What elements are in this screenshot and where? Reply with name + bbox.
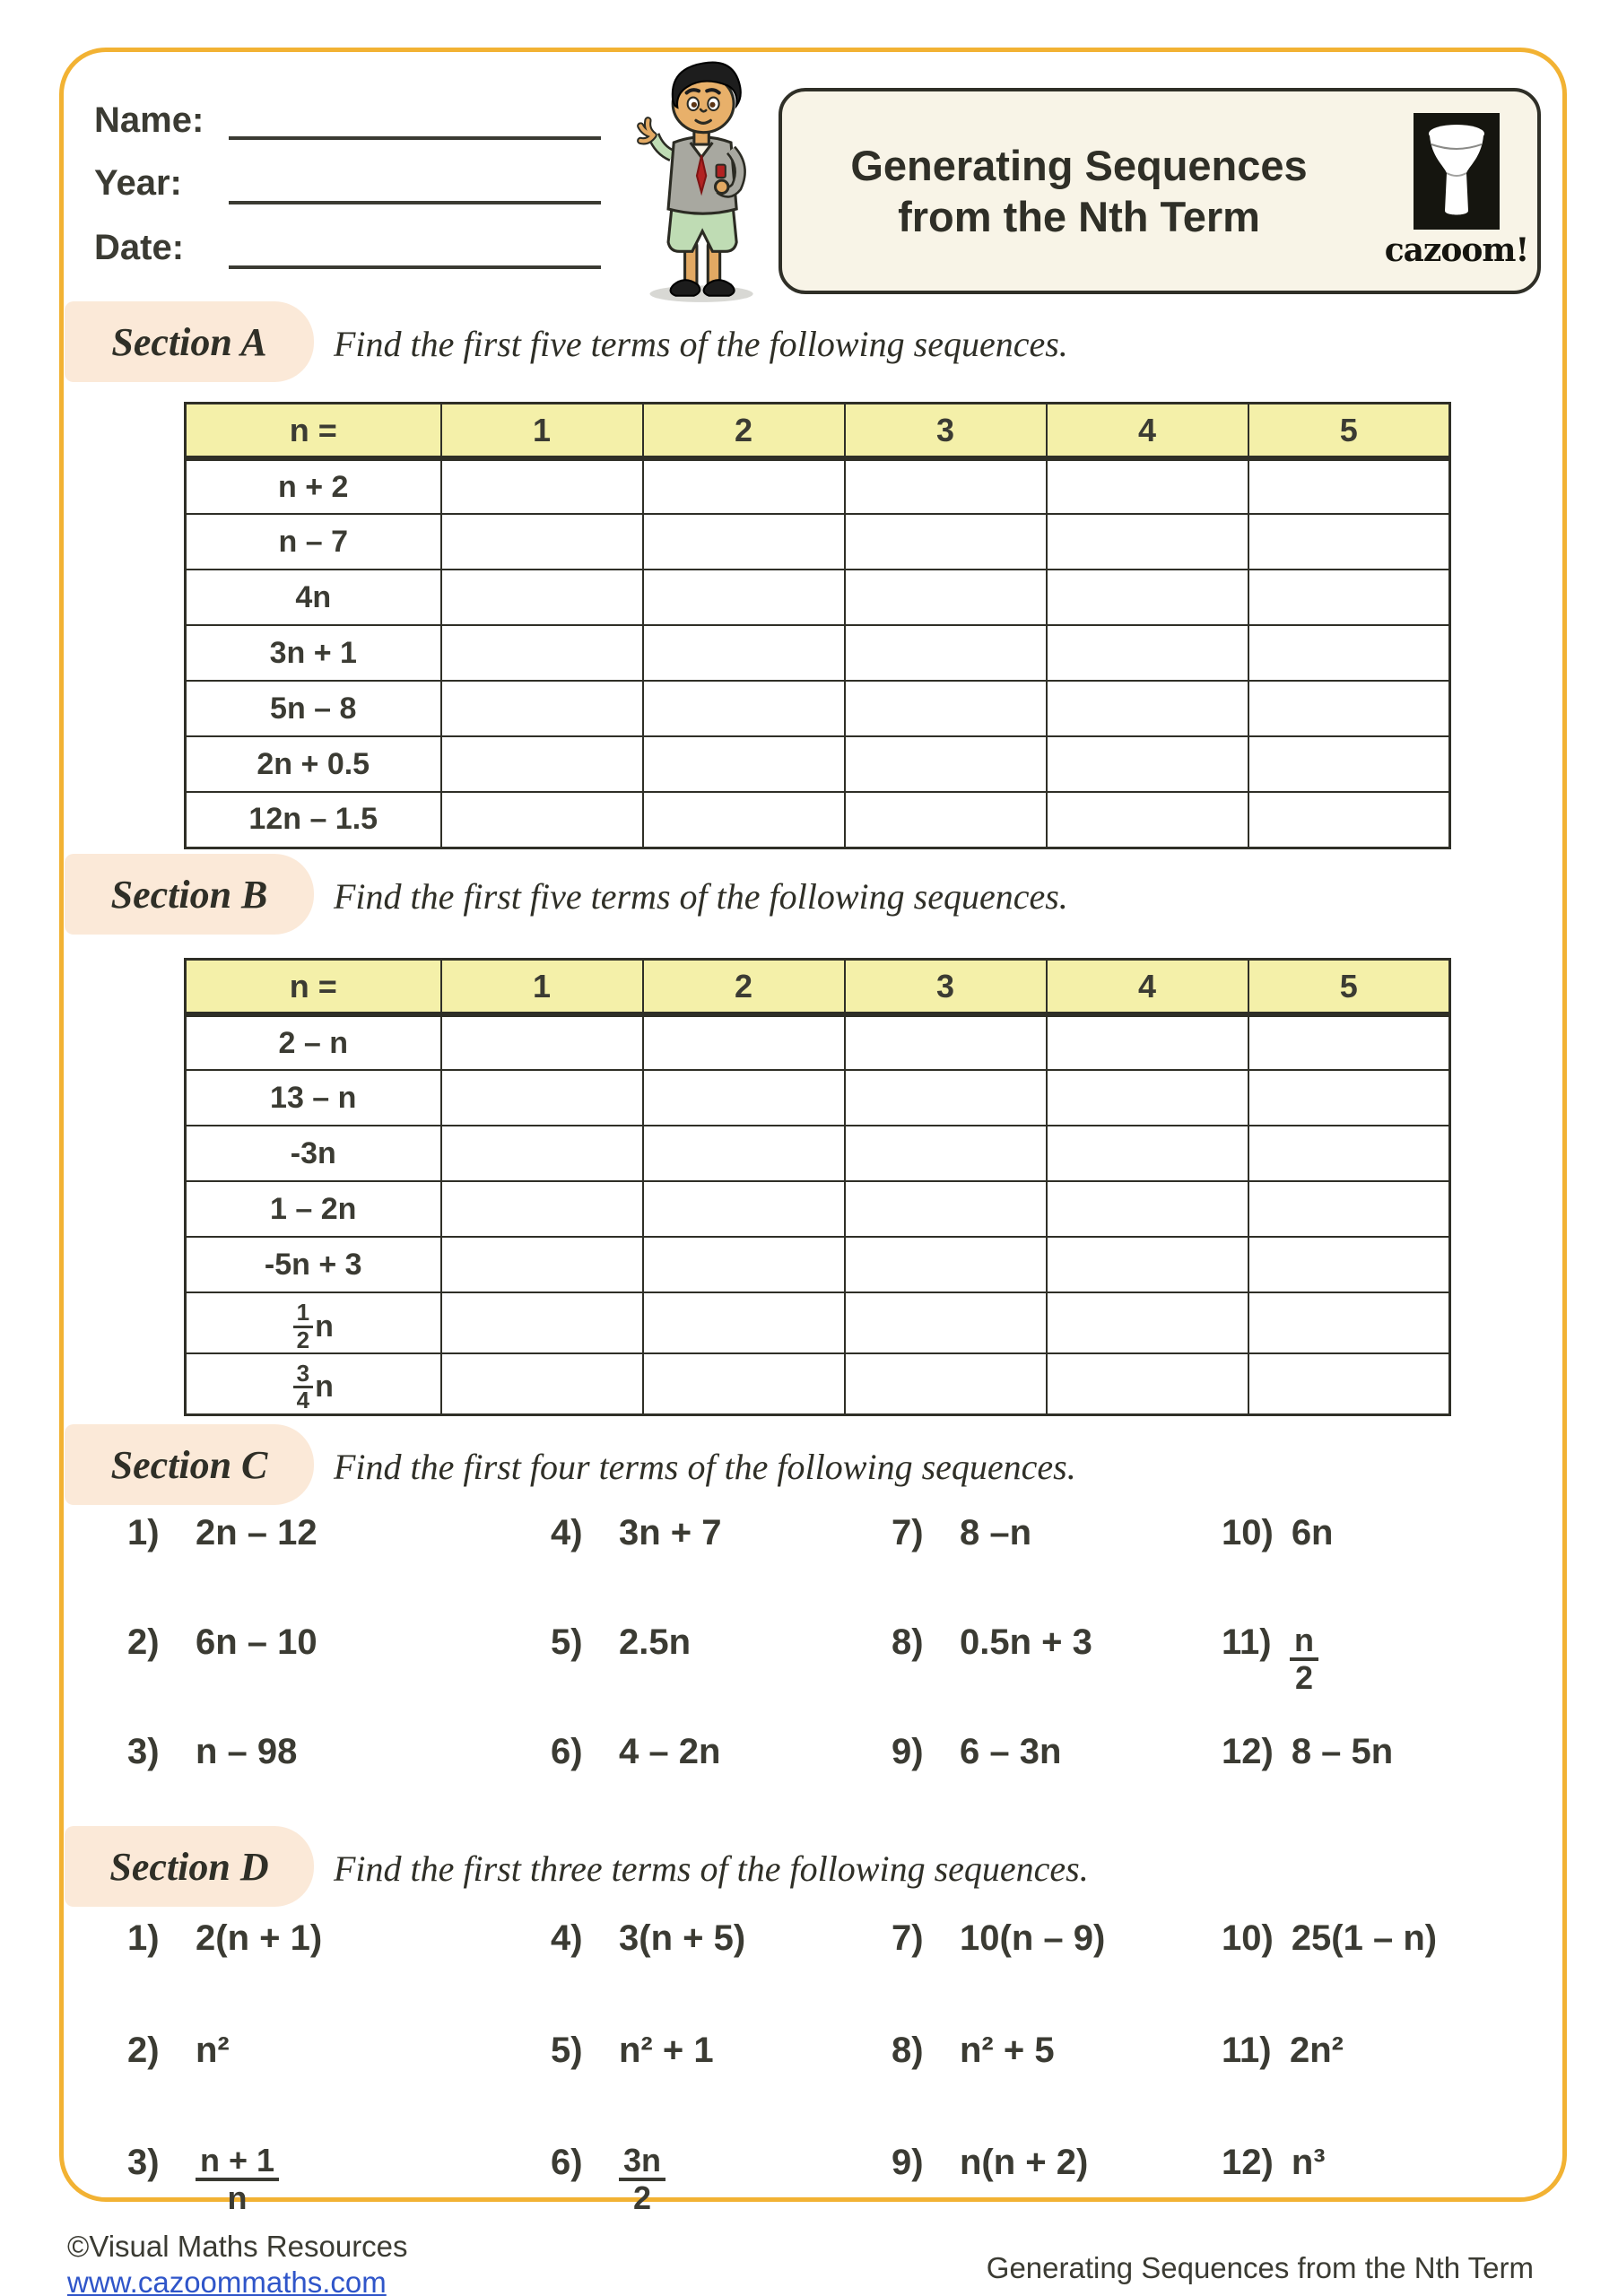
answer-cell: [441, 736, 643, 792]
nth-term-expression: n(n + 2): [960, 2143, 1089, 2182]
problem-item: [127, 2031, 551, 2144]
year-line: [229, 201, 601, 204]
website-link[interactable]: www.cazoommaths.com: [67, 2266, 387, 2296]
row-header-cell: [186, 1126, 441, 1181]
fraction: $\frac{3n}{2}$: [619, 2144, 665, 2215]
nth-term-expression: 2(n + 1): [196, 1918, 323, 1958]
answer-cell: [1248, 736, 1450, 792]
answer-cell: [845, 458, 1047, 514]
table-header-row: [186, 960, 1450, 1015]
answer-cell: [643, 792, 845, 848]
problem-item: [127, 1514, 551, 1623]
answer-cell: [643, 570, 845, 625]
row-header-cell: [186, 1292, 441, 1353]
section-a-instruction: Find the first five terms of the following sequences.: [334, 324, 1068, 364]
problem-number: 11): [1222, 2031, 1272, 2070]
table-row: [186, 458, 1450, 514]
answer-cell: [643, 1181, 845, 1237]
column-header: 3: [845, 404, 1047, 459]
problem-number: 4): [551, 1513, 583, 1552]
fraction-suffix: n: [315, 1370, 334, 1405]
answer-cell: [643, 514, 845, 570]
cazoom-drum-icon: [1414, 113, 1500, 230]
nth-term-expression: n³: [1291, 2143, 1326, 2182]
fraction: $\frac{n + 1}{n}$: [196, 2144, 279, 2215]
problem-number: 12): [1222, 1732, 1274, 1771]
column-header: 1: [441, 960, 643, 1015]
table-row: [186, 570, 1450, 625]
nth-term-expression: 1 – 2n: [270, 1191, 357, 1226]
answer-cell: [845, 570, 1047, 625]
column-header: 4: [1047, 960, 1248, 1015]
problem-item: [892, 1919, 1222, 2031]
answer-cell: [1248, 570, 1450, 625]
table-row: [186, 1014, 1450, 1070]
table-row: [186, 1070, 1450, 1126]
worksheet-title: [782, 140, 1376, 243]
section-d-pill: [65, 1826, 314, 1907]
answer-cell: [441, 514, 643, 570]
answer-cell: [441, 792, 643, 848]
row-header-cell: [186, 1014, 441, 1070]
table-row: [186, 1292, 1450, 1353]
nth-term-expression: n² + 5: [960, 2031, 1055, 2070]
nth-term-expression: 2n – 12: [196, 1513, 318, 1552]
row-header-cell: [186, 625, 441, 681]
problem-item: [1222, 2144, 1500, 2256]
fraction-suffix: n: [315, 1309, 334, 1344]
answer-cell: [1248, 1181, 1450, 1237]
column-header: 4: [1047, 404, 1248, 459]
fraction: $\frac{n}{2}$: [1290, 1623, 1318, 1695]
answer-cell: [1248, 1292, 1450, 1353]
answer-cell: [1047, 1014, 1248, 1070]
answer-cell: [1047, 1237, 1248, 1292]
nth-term-expression: -3n: [290, 1135, 336, 1170]
section-d-instruction: Find the first three terms of the following sequences.: [334, 1848, 1089, 1889]
answer-cell: [1248, 1014, 1450, 1070]
problem-number: 3): [127, 2143, 160, 2182]
answer-cell: [441, 1126, 643, 1181]
nth-term-expression: 12n – 1.5: [248, 802, 378, 837]
problem-item: [892, 1623, 1222, 1733]
table-row: [186, 1353, 1450, 1414]
nth-term-expression: 2n + 0.5: [257, 746, 370, 781]
section-b-label: Section B: [110, 872, 268, 917]
problem-number: 1): [127, 1918, 160, 1958]
problem-item: [892, 1514, 1222, 1623]
nth-term-expression: [1290, 1623, 1318, 1695]
row-header-cell: [186, 792, 441, 848]
nth-term-expression: 8 –n: [960, 1513, 1032, 1552]
answer-cell: [845, 1181, 1047, 1237]
problem-number: 5): [551, 1622, 583, 1662]
answer-cell: [845, 1353, 1047, 1414]
worksheet-title-box: [779, 88, 1541, 294]
problem-item: [551, 2031, 892, 2144]
column-header: 5: [1248, 404, 1450, 459]
problem-number: 2): [127, 1622, 160, 1662]
answer-cell: [1047, 458, 1248, 514]
nth-term-expression: 13 – n: [270, 1080, 357, 1115]
nth-term-expression: 3(n + 5): [619, 1918, 746, 1958]
problem-number: 2): [127, 2031, 160, 2070]
answer-cell: [441, 458, 643, 514]
problem-item: [892, 2144, 1222, 2256]
answer-cell: [1047, 625, 1248, 681]
answer-cell: [643, 1237, 845, 1292]
problem-number: 9): [892, 2143, 924, 2182]
student-character-illustration: [617, 47, 780, 305]
answer-cell: [1248, 1237, 1450, 1292]
answer-cell: [1047, 514, 1248, 570]
row-header-cell: [186, 681, 441, 736]
column-header: 2: [643, 404, 845, 459]
row-header-cell: [186, 1353, 441, 1414]
section-c-label: Section C: [110, 1442, 268, 1487]
footer-doc-title: Generating Sequences from the Nth Term: [986, 2251, 1534, 2284]
table-row: [186, 625, 1450, 681]
answer-cell: [1047, 1292, 1248, 1353]
nth-term-expression: 4n: [295, 579, 332, 614]
table-row: [186, 736, 1450, 792]
problem-item: [551, 1919, 892, 2031]
answer-cell: [441, 1181, 643, 1237]
problem-number: 7): [892, 1513, 924, 1552]
nth-term-expression: 8 – 5n: [1291, 1732, 1394, 1771]
nth-term-expression: [196, 2144, 279, 2215]
answer-cell: [441, 1070, 643, 1126]
answer-cell: [1248, 625, 1450, 681]
nth-term-expression: 2n²: [1290, 2031, 1344, 2070]
answer-cell: [643, 1353, 845, 1414]
nth-term-expression: 6n: [1291, 1513, 1334, 1552]
problem-item: [1222, 1623, 1500, 1733]
answer-cell: [643, 1292, 845, 1353]
answer-cell: [845, 625, 1047, 681]
answer-cell: [1047, 570, 1248, 625]
row-header-cell: [186, 570, 441, 625]
column-header: 5: [1248, 960, 1450, 1015]
answer-cell: [643, 1070, 845, 1126]
name-label: Name:: [94, 100, 204, 140]
problem-number: 11): [1222, 1622, 1272, 1662]
nth-term-expression: n – 98: [196, 1732, 298, 1771]
answer-cell: [643, 736, 845, 792]
nth-term-expression: 25(1 – n): [1291, 1918, 1438, 1958]
answer-cell: [1248, 681, 1450, 736]
problem-number: 6): [551, 2143, 583, 2182]
problem-number: 12): [1222, 2143, 1274, 2182]
problem-item: [127, 1919, 551, 2031]
problem-number: 1): [127, 1513, 160, 1552]
section-b-pill: [65, 854, 314, 935]
section-c-problems: [127, 1514, 1500, 1842]
table-row: [186, 1126, 1450, 1181]
fraction: $\frac{3}{4}$: [293, 1361, 313, 1413]
table-row: [186, 792, 1450, 848]
answer-cell: [845, 1014, 1047, 1070]
answer-cell: [643, 625, 845, 681]
nth-term-expression: n² + 1: [619, 2031, 714, 2070]
answer-cell: [1248, 792, 1450, 848]
problem-number: 8): [892, 1622, 924, 1662]
nth-term-expression: 0.5n + 3: [960, 1622, 1092, 1662]
section-d-problems: [127, 1919, 1500, 2256]
answer-cell: [441, 570, 643, 625]
problem-item: [127, 1623, 551, 1733]
answer-cell: [643, 458, 845, 514]
nth-term-expression: [293, 1300, 334, 1352]
answer-cell: [1248, 1353, 1450, 1414]
nth-term-expression: 10(n – 9): [960, 1918, 1106, 1958]
section-d-label: Section D: [109, 1844, 269, 1889]
section-c-pill: [65, 1424, 314, 1505]
table-row: [186, 514, 1450, 570]
section-a-label: Section A: [111, 319, 267, 364]
nth-term-expression: -5n + 3: [264, 1247, 362, 1282]
answer-cell: [1047, 792, 1248, 848]
name-line: [229, 136, 601, 140]
answer-cell: [845, 681, 1047, 736]
answer-cell: [845, 1070, 1047, 1126]
problem-item: [1222, 1919, 1500, 2031]
nth-term-expression: 2 – n: [278, 1025, 348, 1060]
answer-cell: [845, 736, 1047, 792]
cazoom-logo: [1376, 113, 1537, 269]
answer-cell: [1047, 1126, 1248, 1181]
nth-term-expression: [619, 2144, 665, 2215]
section-c-instruction: Find the first four terms of the following sequences.: [334, 1447, 1076, 1487]
answer-cell: [1047, 1181, 1248, 1237]
problem-number: 3): [127, 1732, 160, 1771]
nth-term-expression: 3n + 7: [619, 1513, 722, 1552]
nth-term-expression: 2.5n: [619, 1622, 692, 1662]
problem-item: [1222, 1514, 1500, 1623]
date-label: Date:: [94, 228, 185, 267]
problem-number: 10): [1222, 1513, 1274, 1552]
year-label: Year:: [94, 163, 182, 203]
section-b-instruction: Find the first five terms of the following sequences.: [334, 876, 1068, 917]
answer-cell: [441, 625, 643, 681]
section-a-pill: [65, 301, 314, 382]
answer-cell: [1047, 736, 1248, 792]
worksheet-title-line2: from the Nth Term: [898, 193, 1260, 240]
row-header-cell: [186, 514, 441, 570]
answer-cell: [441, 1292, 643, 1353]
answer-cell: [1248, 458, 1450, 514]
answer-cell: [441, 1237, 643, 1292]
nth-term-expression: n²: [196, 2031, 230, 2070]
answer-cell: [1248, 1070, 1450, 1126]
problem-item: [1222, 2031, 1500, 2144]
date-line: [229, 265, 601, 269]
answer-cell: [643, 1014, 845, 1070]
problem-number: 4): [551, 1918, 583, 1958]
row-header-cell: [186, 736, 441, 792]
answer-cell: [1248, 1126, 1450, 1181]
answer-cell: [643, 681, 845, 736]
section-b-table: [184, 958, 1451, 1416]
column-header: 3: [845, 960, 1047, 1015]
problem-number: 7): [892, 1918, 924, 1958]
problem-item: [892, 1733, 1222, 1842]
answer-cell: [441, 681, 643, 736]
problem-number: 9): [892, 1732, 924, 1771]
answer-cell: [441, 1014, 643, 1070]
problem-item: [551, 1623, 892, 1733]
nth-term-expression: 6 – 3n: [960, 1732, 1062, 1771]
column-header: n =: [186, 960, 441, 1015]
problem-item: [892, 2031, 1222, 2144]
answer-cell: [845, 1237, 1047, 1292]
table-row: [186, 681, 1450, 736]
table-header-row: [186, 404, 1450, 459]
answer-cell: [845, 1292, 1047, 1353]
answer-cell: [1047, 1070, 1248, 1126]
table-row: [186, 1237, 1450, 1292]
nth-term-expression: 4 – 2n: [619, 1732, 721, 1771]
row-header-cell: [186, 458, 441, 514]
problem-item: [551, 2144, 892, 2256]
answer-cell: [845, 1126, 1047, 1181]
section-a-table: [184, 402, 1451, 849]
problem-number: 8): [892, 2031, 924, 2070]
problem-number: 6): [551, 1732, 583, 1771]
column-header: 1: [441, 404, 643, 459]
problem-item: [551, 1514, 892, 1623]
answer-cell: [845, 514, 1047, 570]
nth-term-expression: 5n – 8: [270, 691, 357, 726]
answer-cell: [845, 792, 1047, 848]
row-header-cell: [186, 1181, 441, 1237]
fraction: $\frac{1}{2}$: [293, 1300, 313, 1352]
row-header-cell: [186, 1070, 441, 1126]
nth-term-expression: 3n + 1: [269, 635, 357, 670]
answer-cell: [643, 1126, 845, 1181]
row-header-cell: [186, 1237, 441, 1292]
cazoom-logo-text: cazoom!: [1384, 231, 1529, 269]
table-row: [186, 1181, 1450, 1237]
answer-cell: [441, 1353, 643, 1414]
nth-term-expression: 6n – 10: [196, 1622, 318, 1662]
problem-item: [1222, 1733, 1500, 1842]
column-header: 2: [643, 960, 845, 1015]
nth-term-expression: [293, 1361, 334, 1413]
answer-cell: [1248, 514, 1450, 570]
nth-term-expression: n + 2: [278, 469, 349, 504]
problem-number: 10): [1222, 1918, 1274, 1958]
answer-cell: [1047, 681, 1248, 736]
worksheet-title-line1: Generating Sequences: [850, 141, 1308, 189]
answer-cell: [1047, 1353, 1248, 1414]
nth-term-expression: n – 7: [278, 524, 348, 559]
problem-item: [551, 1733, 892, 1842]
problem-number: 5): [551, 2031, 583, 2070]
copyright-text: ©Visual Maths Resources: [67, 2230, 408, 2263]
column-header: n =: [186, 404, 441, 459]
